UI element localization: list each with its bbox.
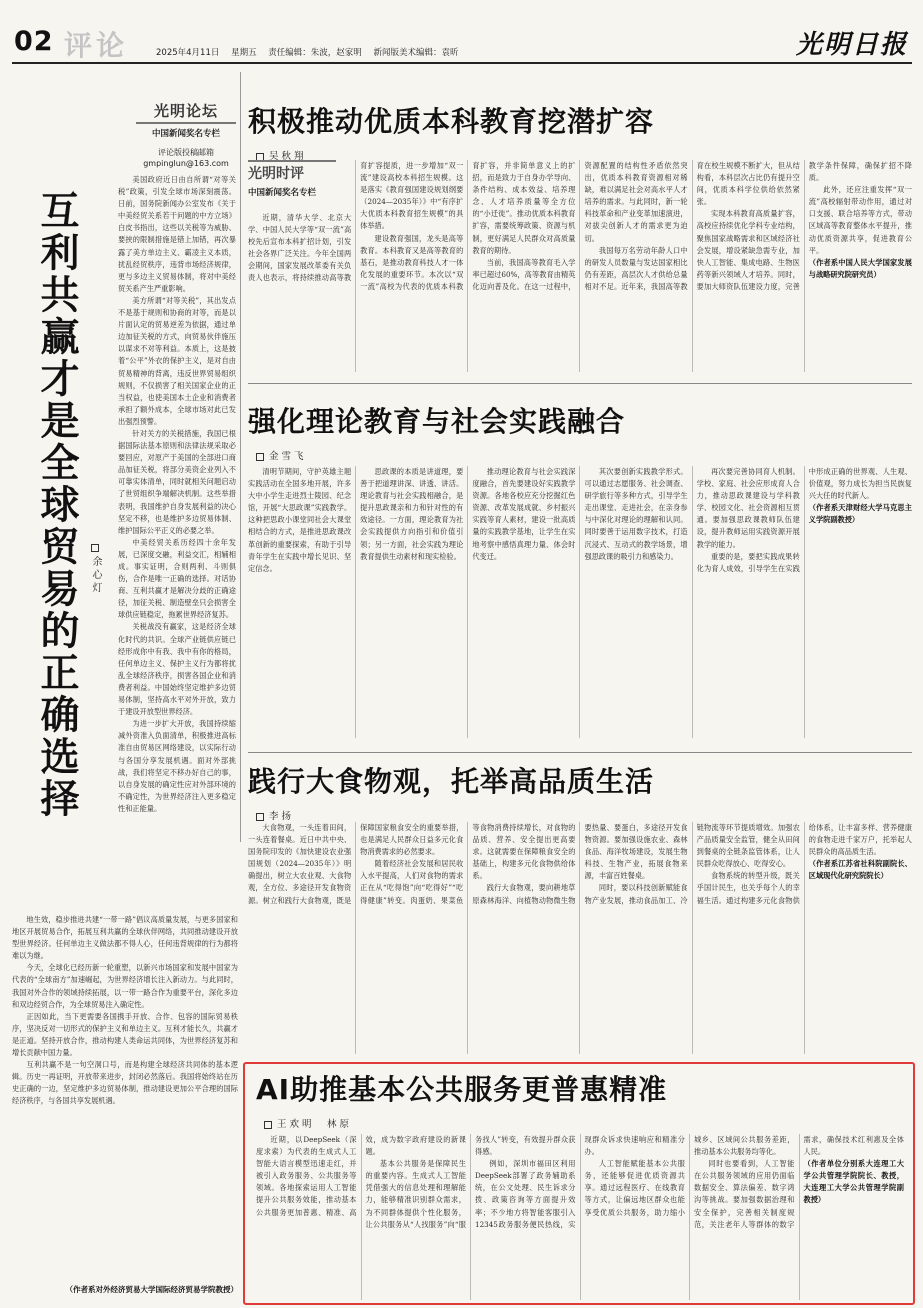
issue-date: 2025年4月11日 bbox=[156, 48, 220, 58]
paragraph: 思政课的本质是讲道理，要善于把道理讲深、讲透、讲活。理论教育与社会实践相融合，是提升思政课亲和力和针对性的有效途径。一方面，理论教育为社会实践提供方向指引和价值引领；另一方面，社会实践为理论教育提供生动素材和现实检验。 bbox=[360, 467, 464, 561]
forum-badge bbox=[136, 100, 236, 168]
article-title: AI助推基本公共服务更普惠精准 bbox=[256, 1073, 668, 1106]
article-4 bbox=[256, 1068, 904, 1302]
paragraph: 人工智能赋能基本公共服务，还能够促进优质资源共享。通过远程医疗、在线教育等方式，让偏远地区群众也能享受优质公共服务，助力缩小城乡、区域间公共服务差距，推动基本公共服务均等化。 bbox=[584, 1135, 795, 1217]
left-author-note: （作者系对外经济贸易大学国际经济贸易学院教授） bbox=[65, 1285, 238, 1294]
art-editor: 新闻版美术编辑：袁昕 bbox=[373, 48, 459, 58]
article-title: 积极推动优质本科教育挖潜扩容 bbox=[248, 105, 655, 138]
paragraph: 建设教育强国，龙头是高等教育。本科教育又是高等教育的基石，是推动教育科技人才一体化发展的重要环节。本次以“双一流”高校为代表的优质本科教育扩容，并非简单意义上的扩招，而是致力于自身办学导向、条件结构、成本效益、培养理念、人才培养质量等全方位的“小迁徙”。推动优质本科教育扩容，需要统筹政策、资源与机制，更好满足人民群众对高质量教育的期待。 bbox=[360, 161, 576, 291]
paragraph: 清明节期间，守护英雄主题实践活动在全国多地开展，许多大中小学生走进烈士陵园、纪念馆，开展“大思政课”实践教学。这种把思政小课堂同社会大课堂相结合的方式，是推进思政课改革创新的重要探索，有助于引导青年学生在实践中增长见识、坚定信念。 bbox=[248, 467, 352, 573]
article-title: 强化理论教育与社会实践融合 bbox=[248, 405, 626, 438]
author-name: 王欢明 林原 bbox=[277, 1119, 353, 1130]
forum-subtitle: 中国新闻奖名专栏 bbox=[151, 129, 220, 139]
author-name: 吴秋翔 bbox=[269, 151, 307, 162]
author-note: （作者单位分别系大连理工大学公共管理学院院长、教授，大连理工大学公共管理学院副教授） bbox=[803, 1159, 904, 1205]
paragraph: 此外，还应注重发挥“双一流”高校辐射带动作用，通过对口支援、联合培养等方式，带动区域高等教育整体水平提升，推动优质资源共享，促进教育公平。 bbox=[808, 185, 912, 255]
paragraph: 推动理论教育与社会实践深度融合，首先要建设好实践教学资源。各地各校应充分挖掘红色资源、改革发展成就、乡村振兴实践等育人素材，建设一批高质量的实践教学基地，让学生在实地考察中感悟真理力量、体会时代变迁。 bbox=[472, 467, 576, 561]
left-article-author bbox=[88, 544, 103, 595]
author-name: 李扬 bbox=[269, 811, 295, 822]
paragraph: 近期，以DeepSeek（深度求索）为代表的生成式人工智能大语言模型迅速走红，并被引入政务服务、公共服务等领域。各地探索运用人工智能提升公共服务效能，推动基本公共服务更加普惠、精准、高效，成为数字政府建设的新课题。 bbox=[256, 1135, 466, 1217]
shiping-subtitle: 中国新闻奖名专栏 bbox=[248, 188, 317, 198]
paragraph: 践行大食物观，要向耕地草原森林海洋、向植物动物微生物要热量、要蛋白，多途径开发食物资源。要加强设施农业、森林食品、海洋牧场建设，发展生物科技、生物产业，拓展食物来源，丰富百姓餐桌。 bbox=[472, 823, 688, 905]
article-author bbox=[256, 448, 912, 462]
section-divider bbox=[248, 383, 912, 384]
paragraph: 重要的是，要把实践成果转化为育人成效，引导学生在实践中形成正确的世界观、人生观、价值观，努力成长为担当民族复兴大任的时代新人。 bbox=[696, 467, 912, 573]
paragraph: 实现本科教育高质量扩容，高校应持续优化学科专业结构，聚焦国家战略需求和区域经济社会发展，增设紧缺急需专业，加快人工智能、集成电路、生物医药等新兴领域人才培养。同时，要加大师资队伍建设力度，完善教学条件保障，确保扩招不降质。 bbox=[696, 161, 912, 291]
paragraph: 美方所谓“对等关税”，其出发点不是基于规则和协商的对等，而是以片面认定的贸易逆差为依据，通过单边加征关税的方式，向贸易伙伴施压以谋求不对等利益。本质上，这是披着“公平”外衣的保护主义，是对自由贸易精神的背离，违反世界贸易组织规则，不仅损害了相关国家企业的正当权益，也使美国本土企业和消费者承担了额外成本，全球市场对此已发出强烈预警。 bbox=[118, 295, 236, 426]
paragraph: 当前，我国高等教育毛入学率已超过60%，高等教育由精英化迈向普及化。在这一过程中，资源配置的结构性矛盾依然突出，优质本科教育资源相对稀缺，难以满足社会对高水平人才培养的需求。与此同时，新一轮科技革命和产业变革加速演进，对拔尖创新人才的需求更为迫切。 bbox=[472, 161, 688, 291]
paragraph: 食物系统的转型升级，既关乎国计民生，也关乎每个人的幸福生活。通过构建多元化食物供给体系，让丰富多样、营养健康的食物走进千家万户，托举起人民群众的高品质生活。 bbox=[696, 823, 912, 905]
left-article-body bbox=[118, 174, 236, 979]
section-divider bbox=[248, 752, 912, 753]
author-note: （作者系天津财经大学马克思主义学院副教授） bbox=[808, 503, 912, 525]
paragraph: 例如，深圳市福田区利用DeepSeek部署了政务辅助系统，在公文处理、民生诉求分拨、政策咨询等方面提升效率；不少地方将智能客服引入12345政务服务便民热线，实现群众诉求快速响应和精准分办。 bbox=[475, 1135, 685, 1229]
paragraph: 近期，清华大学、北京大学、中国人民大学等“双一流”高校先后宣布本科扩招计划，引发社会各界广泛关注。今年全国两会期间，国家发展改革委有关负责人也表示，将持续推动高等教育扩容提质，进一步增加“双一流”建设高校本科招生规模。这是落实《教育强国建设规划纲要（2024—2035年）》中“有序扩大优质本科教育招生规模”的具体举措。 bbox=[248, 161, 464, 283]
paragraph: 同时也要看到，人工智能在公共服务领域的应用仍面临数据安全、算法偏差、数字鸿沟等挑战。要加强数据治理和安全保护，完善相关制度规范，关注老年人等群体的数字需求，确保技术红利惠及全体人民。 bbox=[694, 1135, 904, 1229]
left-article-title: 互利共赢才是全球贸易的正确选择 bbox=[34, 190, 79, 820]
left-author-name: 余心灯 bbox=[90, 556, 101, 595]
paragraph: 同时，要以科技创新赋能食物产业发展，推动食品加工、冷链物流等环节提质增效。加强农产品质量安全监管，健全从田间到餐桌的全链条监管体系，让人民群众吃得放心、吃得安心。 bbox=[584, 823, 800, 905]
column-divider bbox=[240, 72, 241, 842]
paragraph: 针对关方的关税措施，我国已根据国际法基本原则和法律法规采取必要回应，对原产于美国的全部进口商品加征关税，将部分美资企业列入不可靠实体清单，同时就相关问题启动了世贸组织争端解决机制。这些举措表明，我国维护自身发展利益的决心坚定不移，也是维护多边贸易体制、维护国际公平正义的必要之举。 bbox=[118, 428, 236, 535]
article-1 bbox=[248, 100, 912, 375]
paragraph: 互利共赢不是一句空洞口号，而是构建全球经济共同体的基本逻辑。历史一再证明，开放带来进步，封闭必然落后。我国将始终站在历史正确的一边，坚定维护多边贸易体制，推动建设更加公平合理的国际经济秩序，与各国共享发展机遇。 bbox=[12, 1060, 238, 1106]
author-note: （作者系江苏省社科院副院长、区域现代化研究院院长） bbox=[808, 859, 912, 881]
author-square-icon bbox=[91, 544, 99, 552]
author-note: （作者系中国人民大学国家发展与战略研究院研究员） bbox=[808, 257, 912, 279]
paragraph: 关税战没有赢家，这是经济全球化时代的共识。全球产业链供应链已经形成你中有我、我中有你的格局，任何单边主义、保护主义行为都将扰乱全球经济秩序，损害各国企业和消费者利益。中国始终坚定维护多边贸易体制，坚持高水平对外开放，致力于建设开放型世界经济。 bbox=[118, 622, 236, 717]
paragraph: 其次要创新实践教学形式。可以通过志愿服务、社会调查、研学旅行等多种方式，引导学生走出课堂、走进社会，在亲身参与中深化对理论的理解和认同。同时要善于运用数字技术，打造沉浸式、互动式的教学场景，增强思政课的吸引力和感染力。 bbox=[584, 467, 688, 561]
author-square-icon bbox=[264, 1121, 272, 1129]
author-square-icon bbox=[256, 453, 264, 461]
paragraph: 地生效，稳步推进共建“一带一路”倡议高质量发展，与更多国家和地区开展贸易合作，拓展互利共赢的全球伙伴网络，共同推动建设开放型世界经济。任何单边主义做法都不得人心，任何违背规律的行为都将难以为继。 bbox=[12, 915, 238, 961]
article-author bbox=[264, 1116, 904, 1130]
article-3 bbox=[248, 760, 912, 1055]
editors: 责任编辑：朱波，赵家明 bbox=[268, 48, 362, 58]
forum-mailbox-label: 评论版投稿邮箱 bbox=[158, 148, 214, 157]
section-name: 评论 bbox=[64, 29, 129, 62]
shiping-logo: 光明时评 bbox=[248, 160, 336, 183]
page-number: 02 bbox=[14, 26, 54, 57]
article-body bbox=[248, 466, 912, 738]
left-article-body-continued bbox=[12, 914, 238, 1248]
paragraph: 正因如此，当下更需要各国携手开放、合作、包容的国际贸易秩序，坚决反对一切形式的保护主义和单边主义。互利才能长久，共赢才是正道。坚持开放合作，推动构建人类命运共同体，为世界经济复苏和增长贡献中国力量。 bbox=[12, 1011, 238, 1058]
paragraph: 为进一步扩大开放，我国持续缩减外资准入负面清单，积极推进高标准自由贸易区网络建设，以实际行动与各国分享发展机遇。面对外部挑战，我们将坚定不移办好自己的事，以自身发展的确定性应对外部环境的不确定性，为世界经济注入更多稳定性和正能量。 bbox=[118, 719, 236, 813]
left-article bbox=[12, 72, 238, 1302]
issue-weekday: 星期五 bbox=[231, 48, 257, 58]
masthead-logo: 光明日报 bbox=[795, 30, 908, 60]
article-body bbox=[248, 822, 912, 1054]
paragraph: 今天，全球化已经历新一轮重塑，以新兴市场国家和发展中国家为代表的“全球南方”加速崛起，为世界经济增长注入新动力。与此同时，我国对外合作的领域持续拓展，以一带一路合作为重要平台，深化多边和双边经贸合作，为全球贸易注入确定性。 bbox=[12, 963, 238, 1009]
paragraph: 随着经济社会发展和居民收入水平提高，人们对食物的需求正在从“吃得饱”向“吃得好”“吃得健康”转变。肉蛋奶、果菜鱼等食物消费持续增长，对食物的品质、营养、安全提出更高要求。这就需要在保障粮食安全的基础上，构建多元化食物供给体系。 bbox=[360, 823, 576, 905]
article-body bbox=[248, 160, 912, 372]
paragraph: 大食物观，一头连着田间，一头连着餐桌。近日中共中央、国务院印发的《加快建设农业强国规划（2024—2035年）》明确提出，树立大农业观、大食物观，全方位、多途径开发食物资源。树立和践行大食物观，既是保障国家粮食安全的重要举措，也是满足人民群众日益多元化食物消费需求的必然要求。 bbox=[248, 823, 464, 905]
article-title: 践行大食物观，托举高品质生活 bbox=[248, 765, 655, 798]
article-author bbox=[256, 808, 912, 822]
forum-logo: 光明论坛 bbox=[136, 100, 236, 124]
forum-email[interactable]: gmpinglun@163.com bbox=[143, 159, 229, 168]
header-meta bbox=[156, 46, 468, 58]
paragraph: 中美经贸关系历经四十余年发展，已深度交融，利益交汇，相辅相成。事实证明，合则两利、斗则俱伤，合作是唯一正确的选择。对话协商、互利共赢才是解决分歧的正确途径，加征关税、制造壁垒只会损害全球供应链稳定，拖累世界经济复苏。 bbox=[118, 537, 236, 620]
article-body bbox=[256, 1134, 904, 1300]
page-header bbox=[12, 22, 912, 64]
author-name: 金雪飞 bbox=[269, 451, 307, 462]
paragraph: 我国每万名劳动年龄人口中的研发人员数量与发达国家相比仍有差距，高层次人才供给总量相对不足。近年来，我国高等教育在校生规模不断扩大，但从结构看，本科层次占比仍有提升空间，优质本科学位供给依然紧张。 bbox=[584, 161, 800, 291]
paragraph: 基本公共服务是保障民生的重要内容。生成式人工智能凭借强大的信息处理和理解能力，能够精准识别群众需求，为不同群体提供个性化服务，让公共服务从“人找服务”向“服务找人”转变，有效提升群众获得感。 bbox=[365, 1135, 576, 1229]
article-2 bbox=[248, 400, 912, 740]
author-square-icon bbox=[256, 813, 264, 821]
paragraph: 美国政府近日由自所谓“对等关税”政策，引发全球市场深刻震荡。日前，国务院新闻办公室发布《关于中美经贸关系若干问题的中方立场》白皮书指出，这些以关税等为威胁、要挟的限制措施是错上加错，再次暴露了美方单边主义、霸凌主义本质，扰乱经贸秩序，违背市场经济规律，更与多边主义贸易体制，将对中美经贸关系产生严重影响。 bbox=[118, 175, 236, 293]
paragraph: 再次要完善协同育人机制。学校、家庭、社会应形成育人合力，推动思政课建设与学科教学、校园文化、社会资源相互贯通。要加强思政课教师队伍建设，提升教师运用实践资源开展教学的能力。 bbox=[696, 467, 800, 549]
